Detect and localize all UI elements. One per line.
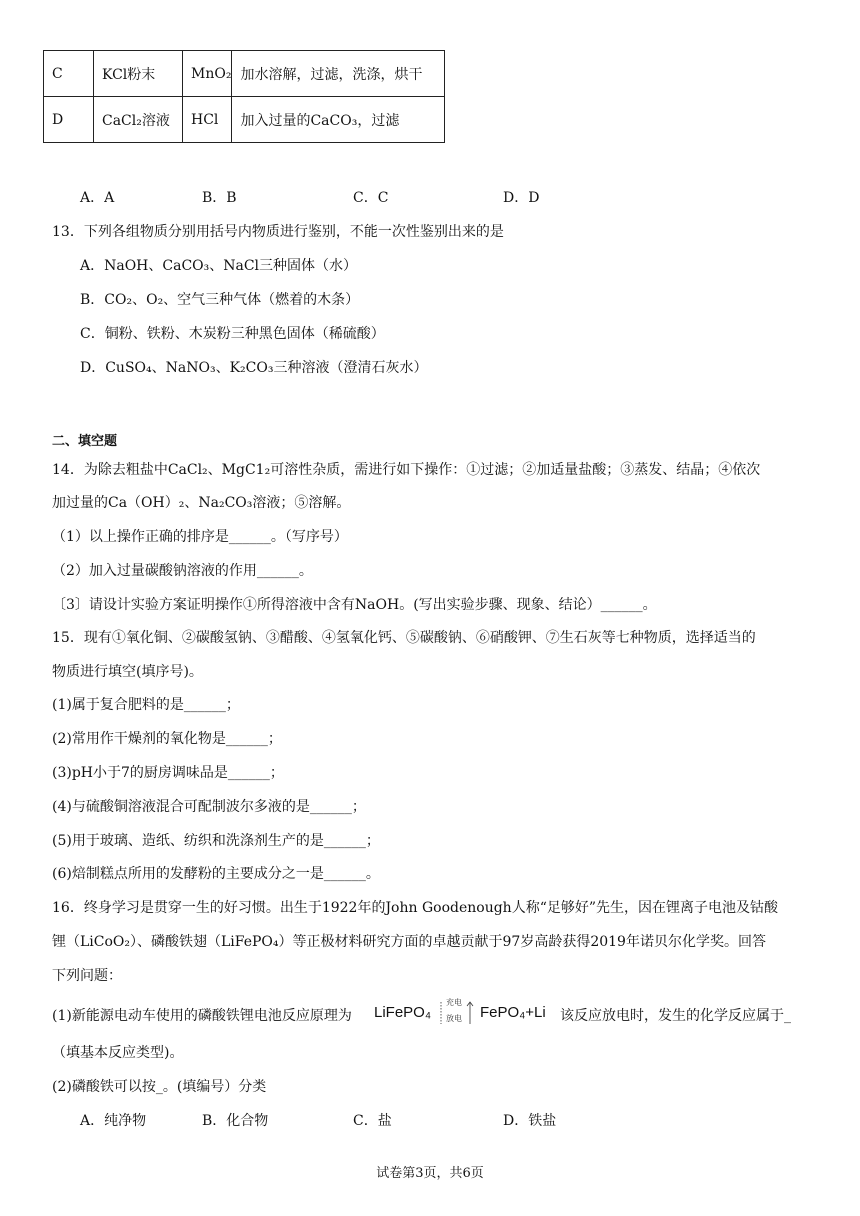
q15-item-4: (4)与硫酸铜溶液混合可配制波尔多液的是______； <box>52 799 366 815</box>
q13-option-d[interactable]: D．CuSO₄、NaNO₃、K₂CO₃三种溶液（澄清石灰水） <box>80 360 428 376</box>
q14-stem-line2: 加过量的Ca（OH）₂、Na₂CO₃溶液；⑤溶解。 <box>52 495 351 511</box>
q15-item-3: (3)pH小于7的厨房调味品是______； <box>52 765 284 781</box>
table-cell: HCl <box>183 97 232 143</box>
q13-stem: 13．下列各组物质分别用括号内物质进行鉴别，不能一次性鉴别出来的是 <box>52 224 504 240</box>
q14-sub3: 〔3〕请设计实验方案证明操作①所得溶液中含有NaOH。(写出实验步骤、现象、结论）______。 <box>52 597 657 613</box>
table-row <box>44 97 445 143</box>
q14-sub2: （2）加入过量碳酸钠溶液的作用______。 <box>52 563 313 579</box>
equation-condition-bottom: 放电 <box>446 1014 462 1023</box>
table-cell: 加水溶解，过滤，洗涤，烘干 <box>232 51 445 97</box>
q13-option-c[interactable]: C．铜粉、铁粉、木炭粉三种黑色固体（稀硫酸） <box>80 326 385 342</box>
reversible-arrow-icon <box>440 1000 476 1026</box>
q13-option-b[interactable]: B．CO₂、O₂、空气三种气体（燃着的木条） <box>80 292 360 308</box>
q15-item-2: (2)常用作干燥剂的氧化物是______； <box>52 731 282 747</box>
q13-option-a[interactable]: A．NaOH、CaCO₃、NaCl三种固体（水） <box>80 258 358 274</box>
q16-sub1-prefix: (1)新能源电动车使用的磷酸铁锂电池反应原理为 <box>52 1008 352 1024</box>
options-table <box>43 50 445 143</box>
equation-condition-top: 充电 <box>446 998 462 1007</box>
q16-stem-line3: 下列问题： <box>52 968 122 984</box>
q16-sub1-suffix: 该反应放电时，发生的化学反应属于_ <box>560 1008 791 1024</box>
q16-sub2: (2)磷酸铁可以按_。(填编号）分类 <box>52 1079 267 1095</box>
table-cell: D <box>44 97 94 143</box>
q15-item-5: (5)用于玻璃、造纸、纺织和洗涤剂生产的是______； <box>52 833 380 849</box>
q16-sub1-line2: （填基本反应类型)。 <box>52 1045 184 1061</box>
q14-stem-line1: 14．为除去粗盐中CaCl₂、MgC1₂可溶性杂质，需进行如下操作：①过滤；②加适量盐酸；③蒸发、结晶；④依次 <box>52 462 761 478</box>
q12-choice-c[interactable]: C．C <box>353 190 389 206</box>
q16-choice-a[interactable]: A．纯净物 <box>80 1113 147 1129</box>
table-cell: MnO₂ <box>183 51 232 97</box>
q14-sub1: （1）以上操作正确的排序是______。（写序号） <box>52 529 348 545</box>
equation-left: LiFePO₄ <box>374 1004 431 1021</box>
q12-choice-d[interactable]: D．D <box>503 190 540 206</box>
table-cell: C <box>44 51 94 97</box>
section-title: 二、填空题 <box>52 434 118 449</box>
q15-stem-line1: 15．现有①氧化铜、②碳酸氢钠、③醋酸、④氢氧化钙、⑤碳酸钠、⑥硝酸钾、⑦生石灰等七种物质，选择适当的 <box>52 630 756 646</box>
page-footer: 试卷第3页，共6页 <box>376 1166 484 1181</box>
q15-item-6: (6)焙制糕点所用的发酵粉的主要成分之一是______。 <box>52 866 380 882</box>
q15-item-1: (1)属于复合肥料的是______； <box>52 697 240 713</box>
q12-choice-a[interactable]: A．A <box>80 190 115 206</box>
table-cell: 加入过量的CaCO₃，过滤 <box>232 97 445 143</box>
table-cell: CaCl₂溶液 <box>94 97 183 143</box>
table-row <box>44 51 445 97</box>
q16-stem-line1: 16．终身学习是贯穿一生的好习惯。出生于1922年的John Goodenough人称“足够好”先生，因在锂离子电池及钴酸 <box>52 900 779 916</box>
q16-choice-d[interactable]: D．铁盐 <box>503 1113 557 1129</box>
table-cell: KCl粉末 <box>94 51 183 97</box>
equation-right: FePO₄+Li <box>480 1004 546 1021</box>
q16-choice-b[interactable]: B．化合物 <box>202 1113 269 1129</box>
q16-stem-line2: 锂（LiCoO₂）、磷酸铁翅（LiFePO₄）等正极材料研究方面的卓越贡献于97岁高龄获得2019年诺贝尔化学奖。回答 <box>52 934 766 950</box>
q12-choice-b[interactable]: B．B <box>202 190 237 206</box>
q16-choice-c[interactable]: C．盐 <box>353 1113 392 1129</box>
q15-stem-line2: 物质进行填空(填序号)。 <box>52 664 203 680</box>
